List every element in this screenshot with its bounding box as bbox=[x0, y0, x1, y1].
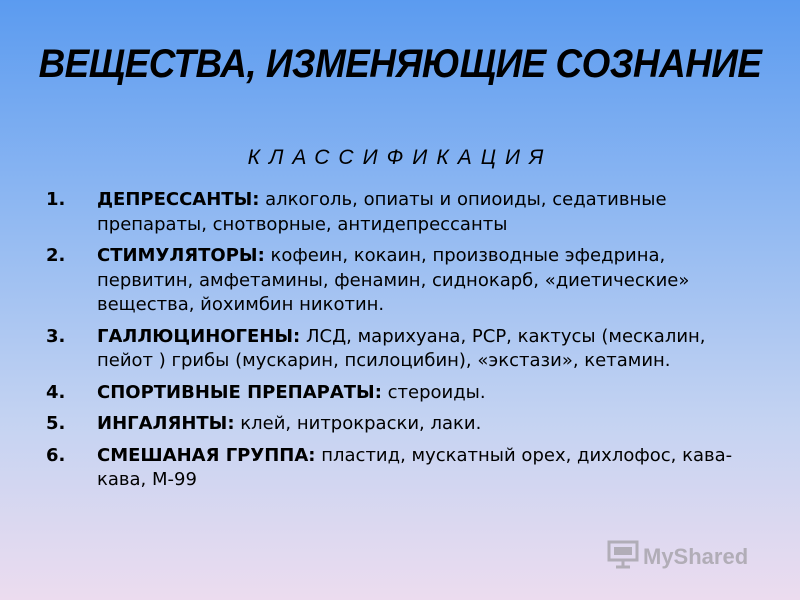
list-item bbox=[46, 325, 746, 374]
item-text: ЛСД, марихуана, PCP, кактусы (мескалин, пейот ) грибы (мускарин, псилоцибин), «экстази», кетамин. bbox=[97, 325, 706, 371]
slide-subtitle: КЛАССИФИКАЦИЯ bbox=[247, 146, 553, 169]
item-number: 1. bbox=[46, 189, 66, 210]
item-heading: СПОРТИВНЫЕ ПРЕПАРАТЫ: bbox=[97, 381, 382, 403]
item-text: алкоголь, опиаты и опиоиды, седативные препараты, снотворные, антидепрессанты bbox=[97, 189, 667, 235]
item-heading: СТИМУЛЯТОРЫ: bbox=[97, 245, 265, 266]
item-number: 3. bbox=[46, 325, 66, 347]
presentation-board-icon bbox=[607, 539, 643, 575]
list-item bbox=[46, 188, 746, 237]
item-heading: СМЕШАНАЯ ГРУППА: bbox=[97, 444, 316, 466]
item-heading: ИНГАЛЯНТЫ: bbox=[97, 413, 235, 434]
item-text: клей, нитрокраски, лаки. bbox=[234, 413, 482, 434]
slide-title: ВЕЩЕСТВА, ИЗМЕНЯЮЩИЕ СОЗНАНИЕ bbox=[38, 42, 762, 86]
list-item bbox=[46, 381, 746, 406]
item-heading: ГАЛЛЮЦИНОГЕНЫ: bbox=[97, 325, 301, 347]
watermark-logo bbox=[607, 540, 767, 574]
item-text: кофеин, кокаин, производные эфедрина, первитин, амфетамины, фенамин, сиднокарб, «диетические» вещества, йохимбин никотин. bbox=[97, 245, 690, 315]
item-number: 6. bbox=[46, 444, 66, 466]
item-number: 5. bbox=[46, 413, 66, 434]
item-text: стероиды. bbox=[381, 381, 486, 403]
classification-list bbox=[46, 188, 746, 500]
item-text: пластид, мускатный орех, дихлофос, кава-кава, М-99 bbox=[97, 444, 733, 490]
item-number: 4. bbox=[46, 381, 66, 403]
list-item bbox=[46, 412, 746, 437]
item-heading: ДЕПРЕССАНТЫ: bbox=[97, 189, 260, 210]
list-item bbox=[46, 444, 746, 493]
item-number: 2. bbox=[46, 245, 66, 266]
watermark-text: MyShared bbox=[643, 544, 749, 569]
list-item bbox=[46, 244, 746, 318]
